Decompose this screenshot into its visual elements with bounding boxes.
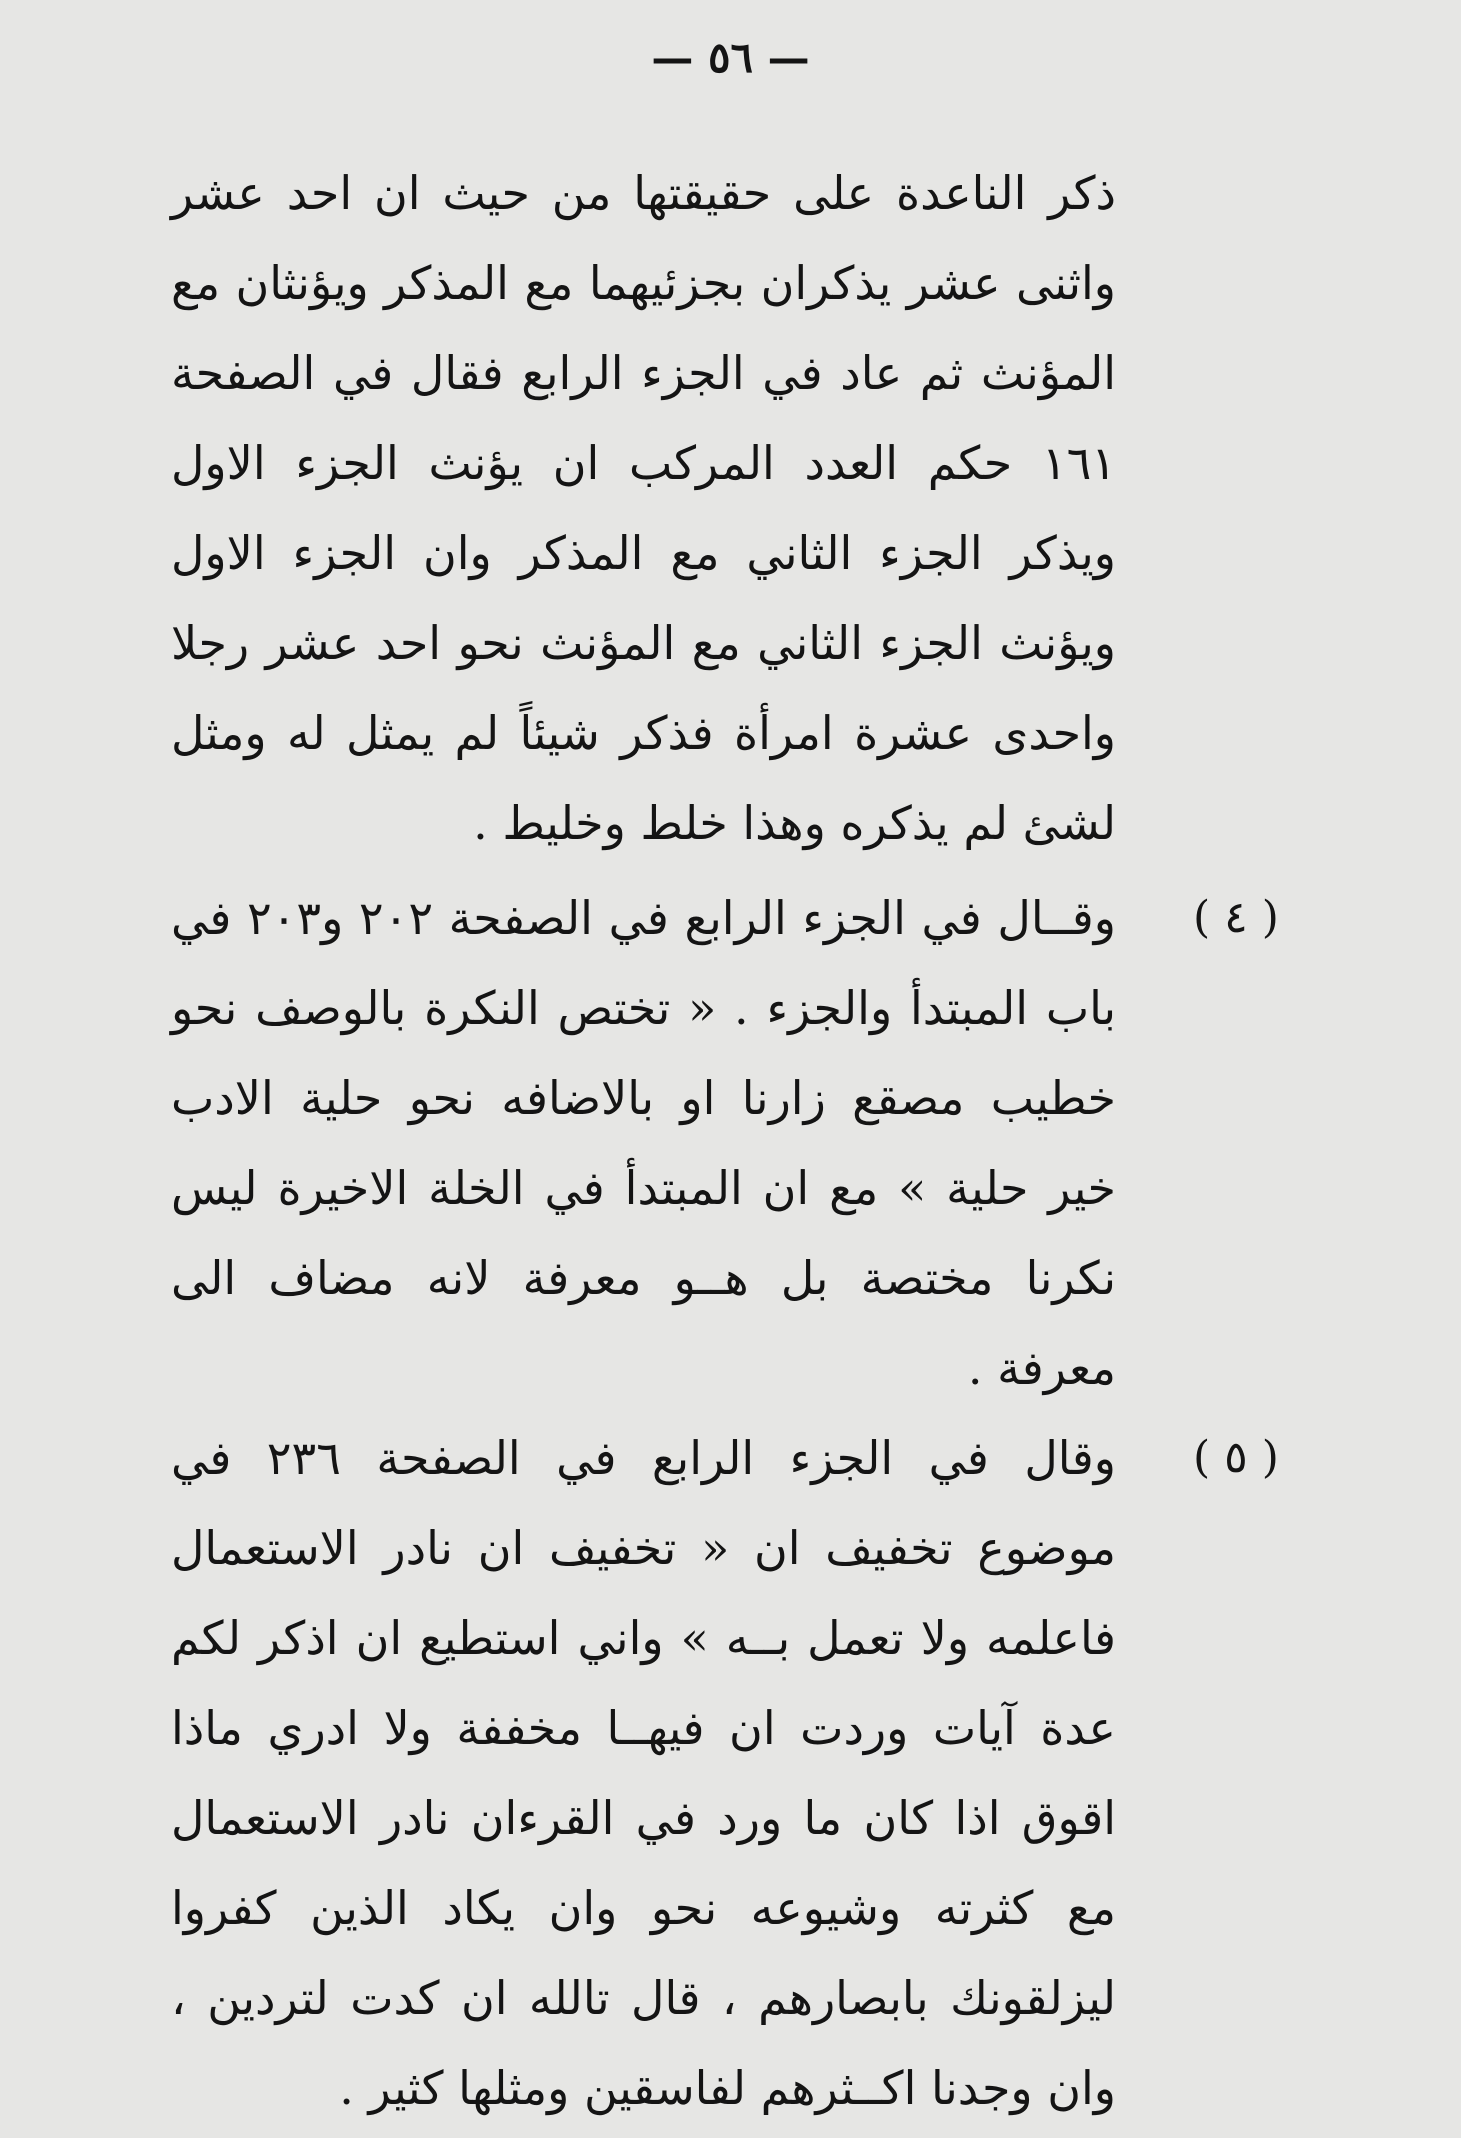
note-number-5: ( ٥ ) [1193,1432,1279,1483]
note-paragraph-4: وقــال في الجزء الرابع في الصفحة ٢٠٢ و٢٠٣ في باب المبتدأ والجزء . « تختص النكرة بالوصف نحو خطيب مصقع زارنا او بالاضافه نحو حلية الادب خير حلية » مع ان المبتدأ في الخلة الاخيرة ليس نكرنا مختصة بل هــو معرفة لانه مضاف الى معرفة . [171,891,1117,1395]
note-number-4: ( ٤ ) [1193,892,1279,943]
intro-paragraph: ذكر الناعدة على حقيقتها من حيث ان احد عشر واثنى عشر يذكران بجزئيهما مع المذكر ويؤنثان مع المؤنث ثم عاد في الجزء الرابع فقال في الصفحة ١٦١ حكم العدد المركب ان يؤنث الجزء الاول ويذكر الجزء الثاني مع المذكر وان الجزء الاول ويؤنث الجزء الثاني مع المؤنث نحو احد عشر رجلا واحدى عشرة امرأة فذكر شيئاً لم يمثل له ومثل لشئ لم يذكره وهذا خلط وخليط . [171,166,1116,850]
page-number: — ٥٦ — [651,33,810,82]
note-paragraph-5: وقال في الجزء الرابع في الصفحة ٢٣٦ في موضوع تخفيف ان « تخفيف ان نادر الاستعمال فاعلمه ولا تعمل بــه » واني استطيع ان اذكر لكم عدة آيات وردت ان فيهــا مخففة ولا ادري ماذا اقوق اذا كان ما ورد في القرءان نادر الاستعمال مع كثرته وشيوعه نحو وان يكاد الذين كفروا ليزلقونك بابصارهم ، قال تالله ان كدت لتردين ، وان وجدنا اكــثرهم لفاسقين ومثلها كثير . [171,1431,1117,2115]
